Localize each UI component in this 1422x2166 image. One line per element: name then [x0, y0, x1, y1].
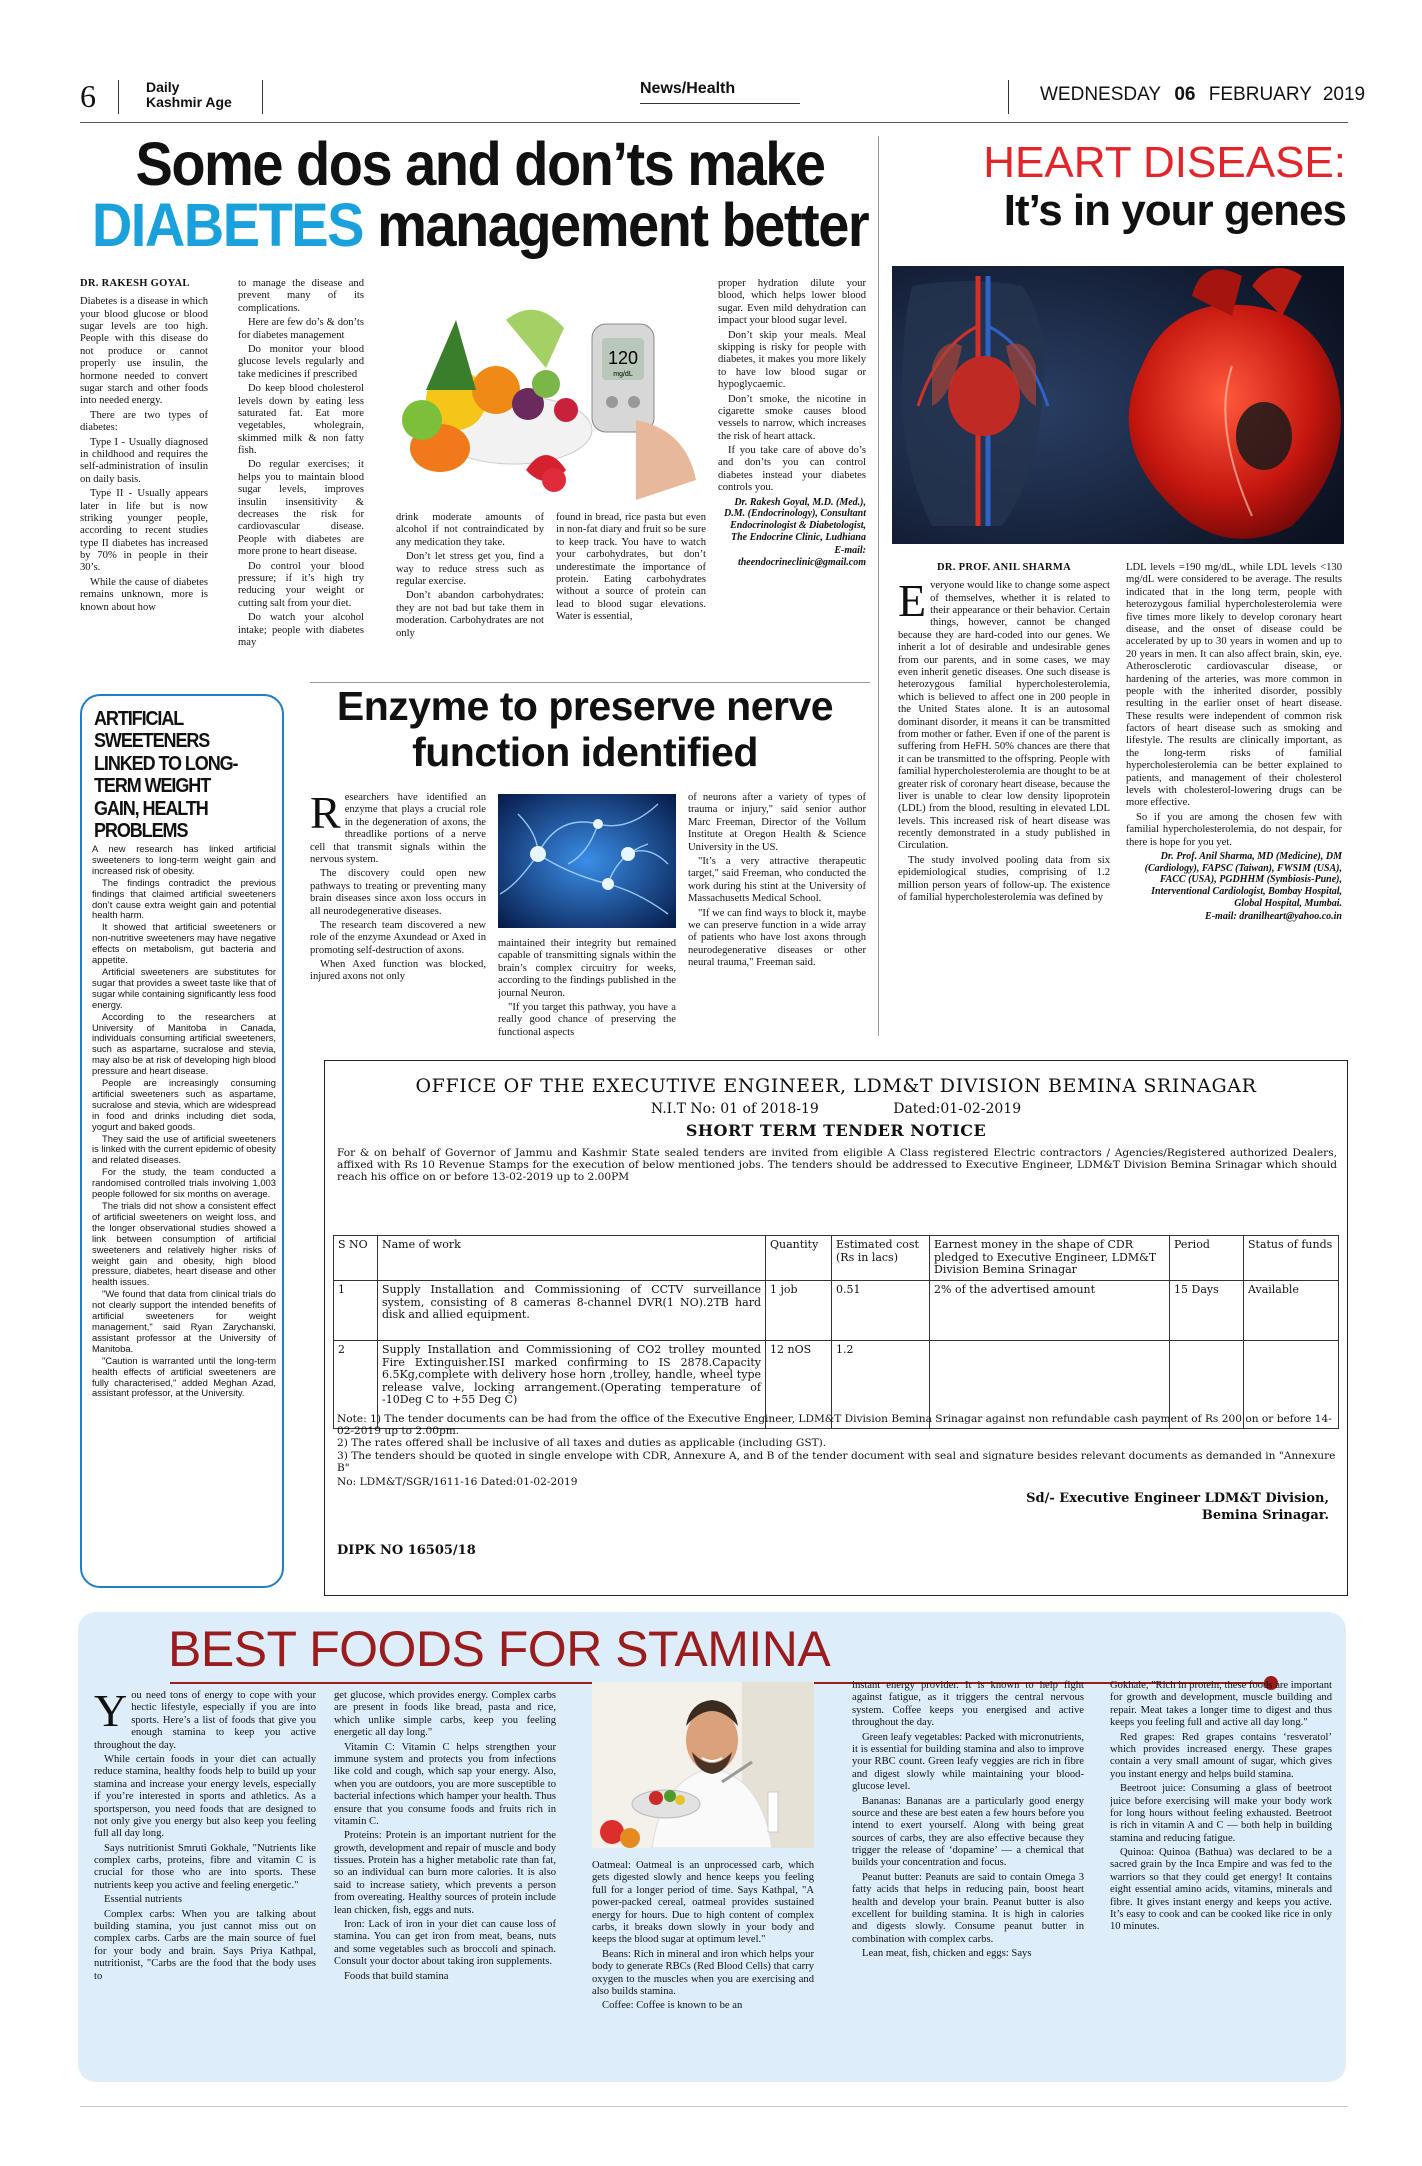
tender-table-header: S NO Name of work Quantity Estimated cost (Rs in lacs) Earnest money in the shape of CDR pledged to Executive Engineer, LDM&T Division Bemina Srinagar Period Status of funds [334, 1236, 1339, 1281]
heart-col-1: DR. PROF. ANIL SHARMA Everyone would like to change some aspect of themselves, whether it is related to their appearance or their behavior. Certain things, however, cannot be changed because they are hard-coded into our genes. We inherit a lot of desirable and undesirable genes from our parents, and in some cases, we may even inherit genetic diseases. One such disease is heterozygous familial hypercholesterolemia, which is believed to affect one in 200 people in the United States alone. It is an autosomal dominant disorder, it means it can be transmitted from mother or father. Even if one of the parent is suffering from HeFH. 50% chances are there that it can be transmitted to the offspring. People with familial hypercholesterolemia are thought to be at greater risk of coronary heart disease, because the liver is unable to clear low density lipoprotein (LDL) from the blood, resulting in elevated LDL levels. This increased risk of heart disease was recently demonstrated in a study published in Circulation. The study involved pooling data from six epidemiological studies, comprising of 1.2 million person years of follow-up. The existence of familial hypercholesterolemia was defined by [898, 562, 1110, 904]
man-salad-illustration [592, 1682, 814, 1848]
diabetes-byline: DR. RAKESH GOYAL [80, 278, 190, 289]
diabetes-col-1: DR. RAKESH GOYAL Diabetes is a disease in which your blood glucose or blood sugar levels are too high. People with this disease do not produce or cannot properly use insulin, the hormone needed to convert sugar starch and other foods into needed energy. There are two types of diabetes: Type I - Usually diagnosed in childhood and requires the self-administration of insulin on daily basis. Type II - Usually appears later in life but is now striking younger people, according to recent studies type II diabetes has increased by 70% in people in their 30’s. While the cause of diabetes remains unknown, more is known about how [80, 278, 208, 613]
diabetes-col-3: drink moderate amounts of alcohol if not contraindicated by any medication they take. Don’t let stress get you, find a way to reduce stress such as regular exercise. Don’t abandon carbohydrates: they are not bad but take them in moderation. Carbohydrates are not only [396, 512, 544, 639]
man-eating-salad-photo [592, 1682, 814, 1848]
stamina-col-3: Oatmeal: Oatmeal is an unprocessed carb, which gets digested slowly and hence keeps you feeling full for a longer period of time. Says Kathpal, "A power-packed cereal, oatmeal provides sustained energy for hours. Due to high content of complex carbs, it breaks down slowly in your body and keeps the blood sugar at optimum level." Beans: Rich in mineral and iron which helps your body to generate RBCs (Red Blood Cells) that carry oxygen to the muscles when you are exercising and also builds stamina. Coffee: Coffee is known to be an [592, 1860, 814, 2012]
enzyme-col-1: Researchers have identified an enzyme that plays a crucial role in the degeneration of axons, the threadlike portions of a nerve cell that transmit signals within the nervous system. The discovery could open new pathways to treating or preventing many brain diseases since axon loss occurs in all neurodegenerative diseases. The research team discovered a new role of the enzyme Axundead or Axed in promoting self-destruction of axons. When Axed function was blocked, injured axons not only [310, 792, 486, 983]
neuron-illustration [498, 794, 676, 928]
diabetes-col-4: found in bread, rice pasta but even in non-fat diary and fruit so be sure to keep track. You have to watch your carbohydrates, but don’t underestimate the importance of protein. Eating carbohydrates without a source of protein can lead to blood sugar elevations. Water is essential, [556, 512, 706, 623]
tender-office: OFFICE OF THE EXECUTIVE ENGINEER, LDM&T DIVISION BEMINA SRINAGAR [415, 1075, 1257, 1097]
heart-photo [892, 266, 1344, 544]
stamina-headline: BEST FOODS FOR STAMINA [168, 1621, 831, 1677]
tender-dated: Dated:01-02-2019 [893, 1101, 1022, 1117]
enzyme-headline: Enzyme to preserve nerve function identified [336, 683, 834, 775]
tender-nit: N.I.T No: 01 of 2018-19 [650, 1101, 819, 1117]
diabetes-col-2: to manage the disease and prevent many of its complications. Here are few do’s & don’ts for diabetes management Do monitor your blood glucose levels regularly and take medicines if prescribed Do keep blood cholesterol levels down by eating less saturated fat. Eat more vegetables, wholegrain, skimmed milk & non fatty fish. Do regular exercises; it helps you to maintain blood sugar levels, improves insulin insensitivity & decreases the risk for cardiovascular disease. People with diabetes are more prone to heart disease. Do control your blood pressure; if it’s high try reducing your weight or cutting salt from your diet. Do watch your alcohol intake; people with diabetes may [238, 278, 364, 648]
tender-table [333, 1235, 1339, 1429]
heart-anatomy-illustration [892, 266, 1344, 544]
tender-notice [324, 1060, 1348, 1596]
stamina-col-1: You need tons of energy to cope with your hectic lifestyle, especially if you are into sports. Here’s a list of foods that give you enough stamina to keep you active throughout the day. While certain foods in your diet can actually reduce stamina, healthy foods help to build up your stamina and increase your energy levels, especially if you’re interested in sports and athletics. As a sportsperson, you need foods that are designed to not only give you energy but also keep you feeling full all day long. Says nutritionist Smruti Gokhale, "Nutrients like complex carbs, proteins, fibre and vitamin C is crucial for those who are into sports. These nutrients keep you active and feeling energetic." Essential nutrients Complex carbs: When you are talking about building stamina, you just cannot miss out on complex carbs. Carbs are the main source of fuel for your body and brain. Says Priya Kathpal, nutritionist, "Carbs are the food that the body uses to [94, 1690, 316, 1982]
stamina-col-4: instant energy provider. It is known to help fight against fatigue, as it triggers the central nervous system. Coffee keeps you energised and active throughout the day. Green leafy vegetables: Packed with micronutrients, it is essential for building stamina and also to improve your RBC count. Green leafy veggies are rich in fibre and digest slowly while maintaining your blood-glucose level. Bananas: Bananas are a particularly good energy source and these are best eaten a few hours before you intend to exert yourself. Along with being great sources of carbs, they are also effective because they trigger the release of ‘dopamine’ — a chemical that builds your concentration and focus. Peanut butter: Peanuts are said to contain Omega 3 fatty acids that helps in reducing pain, boost heart health and develop your brain. Peanut butter is also excellent for building stamina. It is high in calories and digests slowly. Consume peanut butter in combination with complex carbs. Lean meat, fish, chicken and eggs: Says [852, 1680, 1084, 1960]
table-row: 2 Supply Installation and Commissioning of CO2 trolley mounted Fire Extinguisher.ISI marked confirming to IS 2878.Capacity 6.5Kg,complete with delivery hose horn ,trolley, handle, wheel type release valve, locking arrangement.(Operating temperature of -10Deg C to +55 Deg C) 12 nOS 1.2 [334, 1340, 1339, 1428]
heart-dropcap: E [898, 575, 927, 627]
fruit-illustration [396, 280, 706, 502]
tender-title: SHORT TERM TENDER NOTICE [685, 1121, 987, 1140]
sweeteners-body: A new research has linked artificial sweeteners to long-term weight gain and increased risk of obesity. The findings contradict the previous findings that claimed artificial sweeteners don’t cause extra weight gain and potential health harm. It showed that artificial sweeteners or non-nutritive sweeteners may have negative effects on metabolism, gut bacteria and appetite. Artificial sweeteners are substitutes for sugar that provides a sweet taste like that of sugar while containing significantly less food energy. According to the researchers at University of Manitoba in Canada, individuals consuming artificial sweeteners, such as aspartame, sucralose and stevia, may also be at risk of developing high blood pressure and heart disease. People are increasingly consuming artificial sweeteners such as aspartame, sucralose and stevia, which are widespread in food and drinks including diet soda, yogurt and baked goods. They said the use of artificial sweeteners is linked with the current epidemic of obesity and related diseases. For the study, the team conducted a randomised controlled trials involving 1,003 people followed for six months on average. The trials did not show a consistent effect of artificial sweeteners on weight loss, and the longer observational studies showed a link between consumption of artificial sweeteners and relatively higher risks of weight gain and obesity, high blood pressure, diabetes, heart disease and other health issues. "We found that data from clinical trials do not clearly support the intended benefits of artificial sweeteners for weight management," said Ryan Zarychanski, assistant professor at the University of Manitoba. "Caution is warranted until the long-term health effects of artificial sweeteners are fully characterised," added Meghan Azad, assistant professor, at the University. [92, 843, 276, 1399]
diabetes-highlight: DIABETES [91, 189, 363, 260]
stamina-dropcap: Y [94, 1690, 128, 1736]
stamina-col-5: Gokhale, "Rich in protein, these foods are important for growth and development, muscle building and repair. Meat takes a longer time to digest and thus keeps you feeling full and active all day long." Red grapes: Red grapes contains ‘resveratol’ which provides increased energy. These grapes contain a very small amount of sugar, which gives you instant energy and helps build stamina. Beetroot juice: Consuming a glass of beetroot juice before exercising will make your body work for long hours without feeling exhausted. Beetroot is rich in vitamin A and C — both help in building stamina and reducing fatigue. Quinoa: Quinoa (Bathua) was declared to be a sacred grain by the Inca Empire and was fed to the warriors so that they could get energy! It contains eight essential amino acids, vitamins, minerals and fibre. It gives instant energy and keeps you active. It’s easy to cook and can be cooked like rice in only 10 minutes. [1110, 1680, 1332, 1933]
tender-dipk: DIPK NO 16505/18 [337, 1543, 476, 1558]
issue-date: WEDNESDAY 06 FEBRUARY 2019 [1040, 84, 1366, 105]
sweeteners-box [80, 694, 284, 1588]
diabetes-headline: Some dos and don’ts make DIABETES management better [91, 128, 869, 260]
enzyme-col-2: maintained their integrity but remained capable of transmitting signals within the brain’s complex circuitry for weeks, according to the findings published in the journal Neuron. "If you target this pathway, you have a really good chance of preserving the functional aspects [498, 938, 676, 1038]
table-row: 1 Supply Installation and Commissioning of CCTV surveillance system, consisting of 8 cameras 8-channel DVR(1 NO).2TB hard disk and allied equipment. 1 job 0.51 2% of the advertised amount 15 Days Available [334, 1280, 1339, 1340]
tender-intro: For & on behalf of Governor of Jammu and Kashmir State sealed tenders are invited from eligible A Class registered Electric contractors / Agencies/Registered authorized Dealers, affixed with Rs 10 Revenue Stamps for the execution of below mentioned jobs. The tenders should be addressed to Executive Engineer, LDM&T Division Bemina Srinagar which should reach his office on or before 13-02-2019 up to 2.00PM [337, 1147, 1337, 1184]
tender-notes: Note: 1) The tender documents can be had from the office of the Executive Engineer, LDM&T Division Bemina Srinagar against non refundable cash payment of Rs 200 on or before 14-02-2019 up to 2.00pm. 2) The rates offered shall be inclusive of all taxes and duties as applicable (including GST). 3) The tenders should be quoted in single envelope with CDR, Annexure A, and B of the tender document with seal and signature besides relevant documents as demanded in "Annexure B" No: LDM&T/SGR/1611-16 Dated:01-02-2019 [337, 1413, 1336, 1488]
neuron-photo [498, 794, 676, 928]
paper-name: Daily Kashmir Age [146, 79, 232, 110]
page-number: 6 [80, 78, 96, 114]
fruit-glucometer-photo [396, 280, 706, 502]
heart-headline: HEART DISEASE: It’s in your genes [983, 138, 1346, 236]
meter-unit: mg/dL [613, 371, 633, 378]
section-title: News/Health [640, 80, 736, 97]
tender-signature: Sd/- Executive Engineer LDM&T Division, Bemina Srinagar. [1026, 1491, 1329, 1523]
stamina-col-2: get glucose, which provides energy. Complex carbs are present in foods like bread, pasta and rice, which unlike simple carbs, keep you feeling energetic all day long." Vitamin C: Vitamin C helps strengthen your immune system and protects you from infections like cold and cough, which sap your energy. Also, when you are outdoors, you are more susceptible to bacterial infections which hamper your health. Thus ensure that you consume foods and fruits rich in vitamin C. Proteins: Protein is an important nutrient for the growth, development and repair of muscle and body tissues. Protein has a higher metabolic rate than fat, so an individual can burn more calories. It is also said to increase satiety, which prevents a person from overeating. Healthy sources of protein include lean chicken, fish, eggs and nuts. Iron: Lack of iron in your diet can cause loss of stamina. You can get iron from meat, beans, nuts and some vegetables such as broccoli and spinach. Consult your doctor about taking iron supplements. Foods that build stamina [334, 1690, 556, 1982]
enzyme-col-3: of neurons after a variety of types of trauma or injury," said senior author Marc Freeman, Director of the Vollum Institute at Oregon Health & Science University in the US. "It’s a very attractive therapeutic target," said Freeman, who conducted the work during his stint at the University of Massachusetts Medical School. "If we can find ways to block it, maybe we can preserve function in a wide array of patients who have lost axons through neurodegenerative diseases or other neural trauma," Freeman said. [688, 792, 866, 969]
sweeteners-headline: ARTIFICIAL SWEETENERS LINKED TO LONG-TERM WEIGHT GAIN, HEALTH PROBLEMS [94, 708, 238, 842]
diabetes-col-5: proper hydration dilute your blood, which helps lower blood sugar. Even mild dehydration can impact your blood sugar level. Don’t skip your meals. Meal skipping is risky for people with diabetes, it makes you more likely to have low blood sugar or hypoglycaemic. Don’t smoke, the nicotine in cigarette smoke causes blood vessels to narrow, which increases the risk of heart attack. If you take care of above do’s and don’ts you can control diabetes instead your diabetes controls you. Dr. Rakesh Goyal, M.D. (Med.), D.M. (Endocrinology), Consultant Endocrinologist & Diabetologist, The Endocrine Clinic, Ludhiana E-mail: theendocrineclinic@gmail.com [718, 278, 866, 569]
heart-col-2: LDL levels =190 mg/dL, while LDL levels <130 mg/dL were considered to be average. The results indicated that in the long term, people with heterozygous familial hypercholesterolemia were five times more likely to develop coronary heart disease, and the onset of disease could be accelerated by up to 30 years in women and up to 20 years in men. It can also affect brain, skin, eye. Atherosclerotic cardiovascular disease, or hardening of the arteries, was more common in people with the inherited disorder, possibly resulting in the earlier onset of heart disease. These results were independent of common risk factors of heart disease such as smoking and lifestyle. The results are clinically important, as the long-term risks of familial hypercholesterolemia can be better explained to patients, and management of their cholesterol levels with cholesterol-lowering drugs can be more effective. So if you are among the chosen few with familial hypercholesterolemia, do not despair, for there is hope for you yet. Dr. Prof. Anil Sharma, MD (Medicine), DM (Cardiology), FAPSC (Taiwan), FWSIM (USA), FACC (USA), PGDHHM (Symbiosis-Pune), Interventional Cardiologist, Bombay Hospital, Global Hospital, Mumbai. E-mail: dranilheart@yahoo.co.in [1126, 562, 1342, 923]
meter-reading: 120 [607, 348, 639, 368]
enzyme-dropcap: R [310, 792, 341, 838]
heart-byline: DR. PROF. ANIL SHARMA [937, 562, 1071, 573]
